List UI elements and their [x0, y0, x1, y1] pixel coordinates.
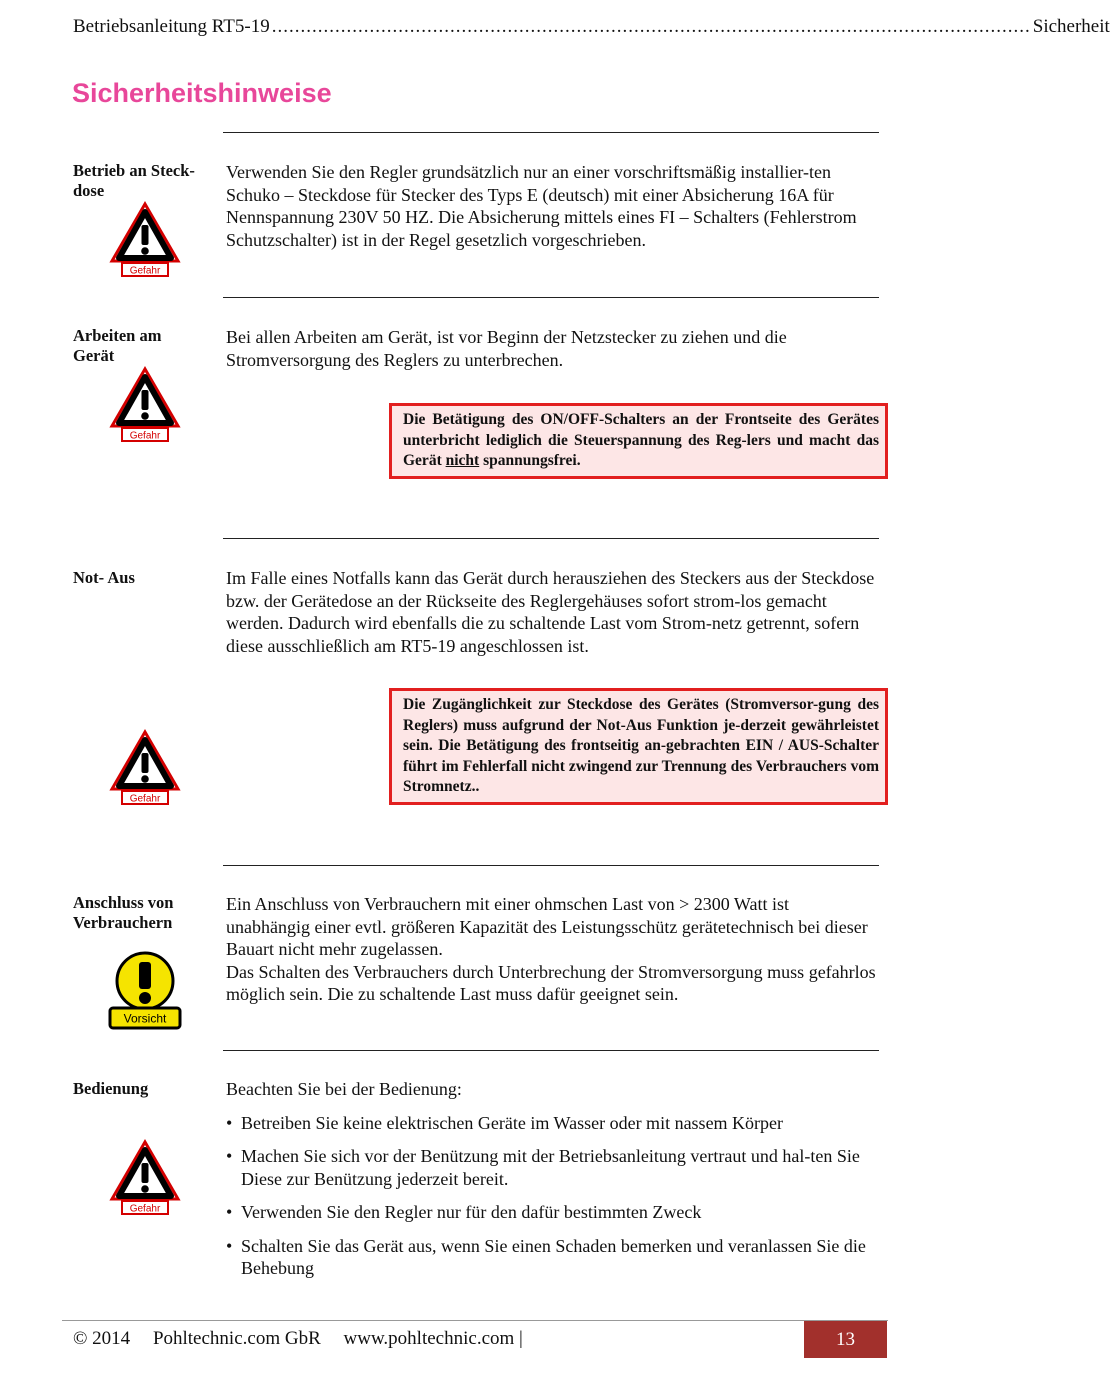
danger-label: Gefahr: [129, 265, 161, 277]
warning-text: Die Betätigung des ON/OFF-Schalters an der Frontseite des Gerätes unterbricht lediglich die Steuerspannung des Reg-lers und macht das Gerät: [403, 411, 879, 469]
list-item: • Betreiben Sie keine elektrischen Geräte im Wasser oder mit nassem Körper: [226, 1112, 876, 1135]
footer-copyright: © 2014: [73, 1328, 131, 1349]
section-divider: [223, 297, 879, 298]
section-text-arbeiten: Bei allen Arbeiten am Gerät, ist vor Beginn der Netzstecker zu ziehen und die Stromversorgung des Reglers zu unterbrechen.: [226, 327, 787, 370]
section-divider: [223, 1050, 879, 1051]
header-section: Sicherheit: [1032, 16, 1110, 37]
warning-box-onoff: [389, 403, 888, 479]
footer-url[interactable]: www.pohltechnic.com |: [343, 1328, 523, 1349]
warning-underlined-word: nicht: [445, 452, 480, 469]
section-text-anschluss: [226, 893, 876, 1006]
header-dot-leader: ....................................................................................................................................: [271, 16, 1031, 37]
list-item: • Verwenden Sie den Regler nur für den dafür bestimmten Zweck: [226, 1201, 876, 1224]
warning-triangle-icon: [108, 727, 182, 807]
list-item: • Machen Sie sich vor der Benützung mit der Betriebsanleitung vertraut und hal-ten Sie Diese zur Benützung jederzeit bereit.: [226, 1145, 876, 1190]
danger-label: Gefahr: [129, 793, 161, 805]
footer: [73, 1328, 541, 1350]
warning-box-not-aus: Die Zugänglichkeit zur Steckdose des Gerätes (Stromversor-gung des Reglers) muss aufgrund der Not-Aus Funktion je-derzeit gewährleistet sein. Die Betätigung des frontseitig an-gebrachten EIN / AUS-Schalter führt im Fehlerfall nicht zwingend zur Trennung des Verbrauchers vom Stromnetz..: [389, 688, 888, 805]
danger-label: Gefahr: [129, 1203, 161, 1215]
header-doc-title: Betriebsanleitung RT5-19: [73, 16, 270, 37]
danger-label: Gefahr: [129, 430, 161, 442]
section-divider: [223, 132, 879, 133]
warning-triangle-icon: [108, 364, 182, 444]
list-item: • Schalten Sie das Gerät aus, wenn Sie einen Schaden bemerken und veranlassen Sie die Behebung: [226, 1235, 876, 1280]
section-text-not-aus: Im Falle eines Notfalls kann das Gerät durch herausziehen des Steckers aus der Steckdose bzw. der Gerätedose an der Rückseite des Reglergehäuses sofort strom-los gemacht werden. Dadurch wird ebenfalls die zu schaltende Last vom Strom-netz getrennt, sofern diese ausschließlich am RT5-19 angeschlossen ist.: [226, 568, 875, 656]
bedienung-intro: Beachten Sie bei der Bedienung:: [226, 1079, 462, 1099]
section-label-steckdose: Betrieb an Steck-dose: [73, 161, 195, 200]
running-header: [73, 16, 1110, 38]
section-label-anschluss: Anschluss von Verbrauchern: [73, 893, 174, 932]
warning-triangle-icon: [108, 199, 182, 279]
section-label-bedienung: Bedienung: [73, 1079, 149, 1098]
page-number: 13: [804, 1321, 887, 1358]
section-text-bedienung: [226, 1078, 876, 1280]
warning-text: spannungsfrei.: [479, 452, 581, 469]
section-label-arbeiten: Arbeiten am Gerät: [73, 326, 162, 365]
caution-label: Vorsicht: [123, 1011, 167, 1026]
footer-divider: [62, 1320, 888, 1321]
section-divider: [223, 538, 879, 539]
warning-triangle-icon: [108, 1137, 182, 1217]
page-title: Sicherheitshinweise: [72, 78, 332, 108]
bedienung-bullet-list: [226, 1112, 876, 1280]
anschluss-paragraph-1: Ein Anschluss von Verbrauchern mit einer ohmschen Last von > 2300 Watt ist unabhängig einer evtl. größeren Kapazität des Leistungsschütz gerätetechnisch bei dieser Bauart nicht mehr zugelassen.: [226, 894, 868, 959]
anschluss-paragraph-2: Das Schalten des Verbrauchers durch Unterbrechung der Stromversorgung muss gefahrlos möglich sein. Die zu schaltende Last muss dafür geeignet sein.: [226, 961, 876, 1004]
footer-company: Pohltechnic.com GbR: [152, 1328, 321, 1349]
section-text-steckdose: Verwenden Sie den Regler grundsätzlich nur an einer vorschriftsmäßig installier-ten Schuko – Steckdose für Stecker des Typs E (deutsch) mit einer Absicherung 16A für Nennspannung 230V 50 HZ. Die Absicherung mittels eines FI – Schalters (Fehlerstrom Schutzschalter) ist in der Regel gesetzlich vorgeschrieben.: [226, 162, 857, 250]
section-label-not-aus: Not- Aus: [73, 568, 135, 587]
section-divider: [223, 865, 879, 866]
caution-sign-icon: [108, 950, 182, 1030]
